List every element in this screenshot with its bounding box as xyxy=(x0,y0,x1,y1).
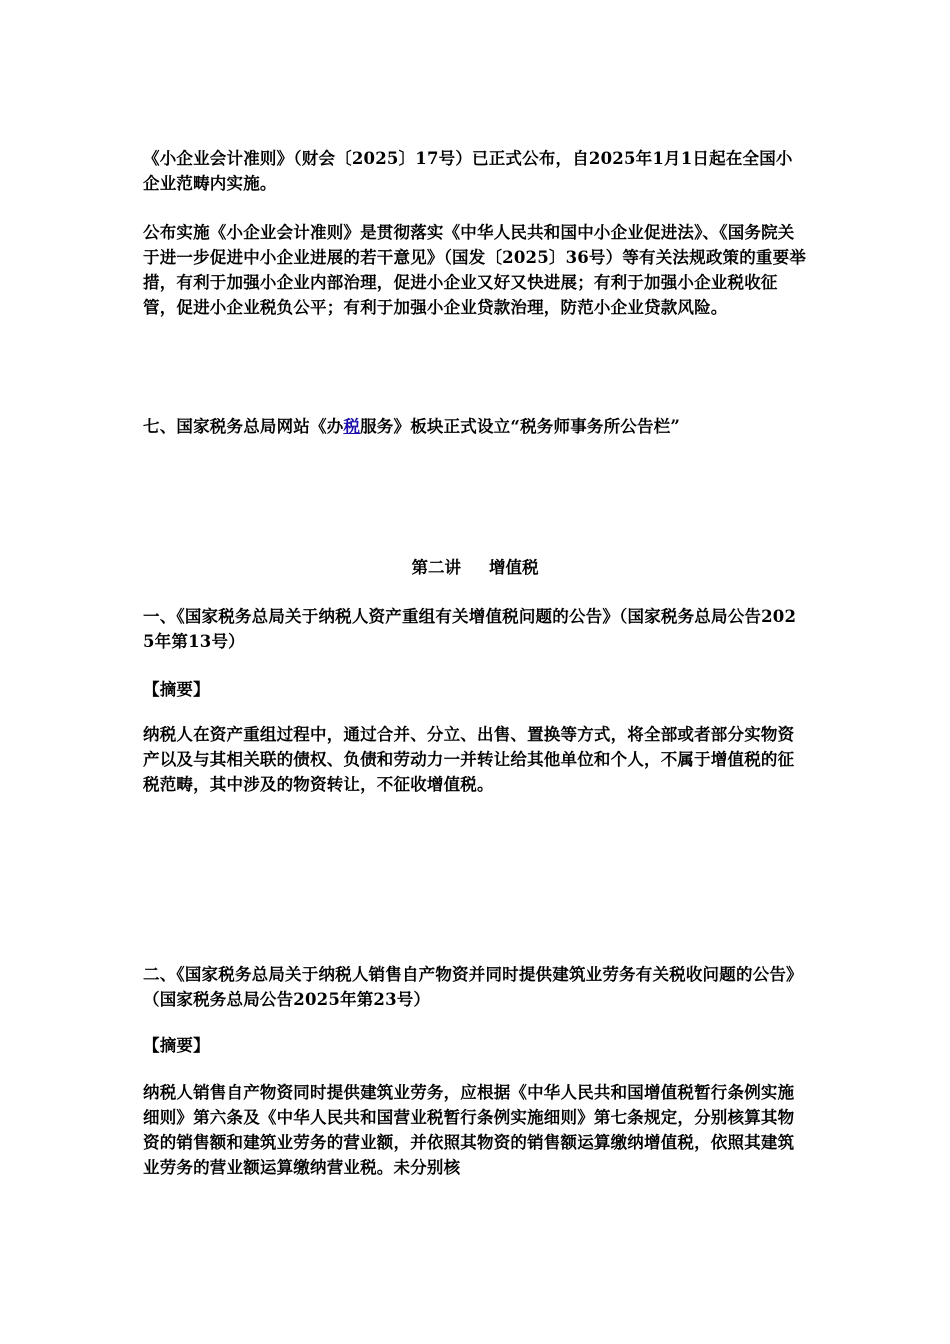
item-two-summary-label: 【摘要】 xyxy=(143,1036,210,1055)
tax-link[interactable]: 税 xyxy=(343,417,361,436)
heading-item-seven-before: 七、国家税务总局网站《办 xyxy=(143,417,344,436)
lecture-heading xyxy=(143,555,807,580)
item-one-summary-label: 【摘要】 xyxy=(143,680,210,699)
lecture-number: 第二讲 xyxy=(411,558,461,577)
item-two-summary: 纳税人销售自产物资同时提供建筑业劳务，应根据《中华人民共和国增值税暂行条例实施细则》第六条及《中华人民共和国营业税暂行条例实施细则》第七条规定，分别核算其物资的销售额和建筑业劳务的营业额，并依照其物资的销售额运算缴纳增值税，依照其建筑业劳务的营业额运算缴纳营业税。未分别核 xyxy=(143,1083,795,1177)
paragraph-standard-announcement: 《小企业会计准则》（财会〔2025〕17号）已正式公布，自2025年1月1日起在全国小企业范畴内实施。 xyxy=(143,149,793,193)
heading-item-seven-after: 服务》板块正式设立“税务师事务所公告栏” xyxy=(360,417,681,436)
heading-item-seven xyxy=(143,414,807,439)
lecture-topic: 增值税 xyxy=(489,558,539,577)
item-one-summary: 纳税人在资产重组过程中，通过合并、分立、出售、置换等方式，将全部或者部分实物资产以及与其相关联的债权、负债和劳动力一并转让给其他单位和个人，不属于增值税的征税范畴，其中涉及的物资转让，不征收增值税。 xyxy=(143,725,795,794)
item-one-title: 一、《国家税务总局关于纳税人资产重组有关增值税问题的公告》（国家税务总局公告2025年第13号） xyxy=(143,607,797,651)
paragraph-standard-significance: 公布实施《小企业会计准则》是贯彻落实《中华人民共和国中小企业促进法》、《国务院关于进一步促进中小企业进展的若干意见》（国发〔2025〕36号）等有关法规政策的重要举措，有利于加强小企业内部治理，促进小企业又好又快进展；有利于加强小企业税收征管，促进小企业税负公平；有利于加强小企业贷款治理，防范小企业贷款风险。 xyxy=(143,223,807,317)
item-two-title: 二、《国家税务总局关于纳税人销售自产物资并同时提供建筑业劳务有关税收问题的公告》（国家税务总局公告2025年第23号） xyxy=(143,965,803,1009)
